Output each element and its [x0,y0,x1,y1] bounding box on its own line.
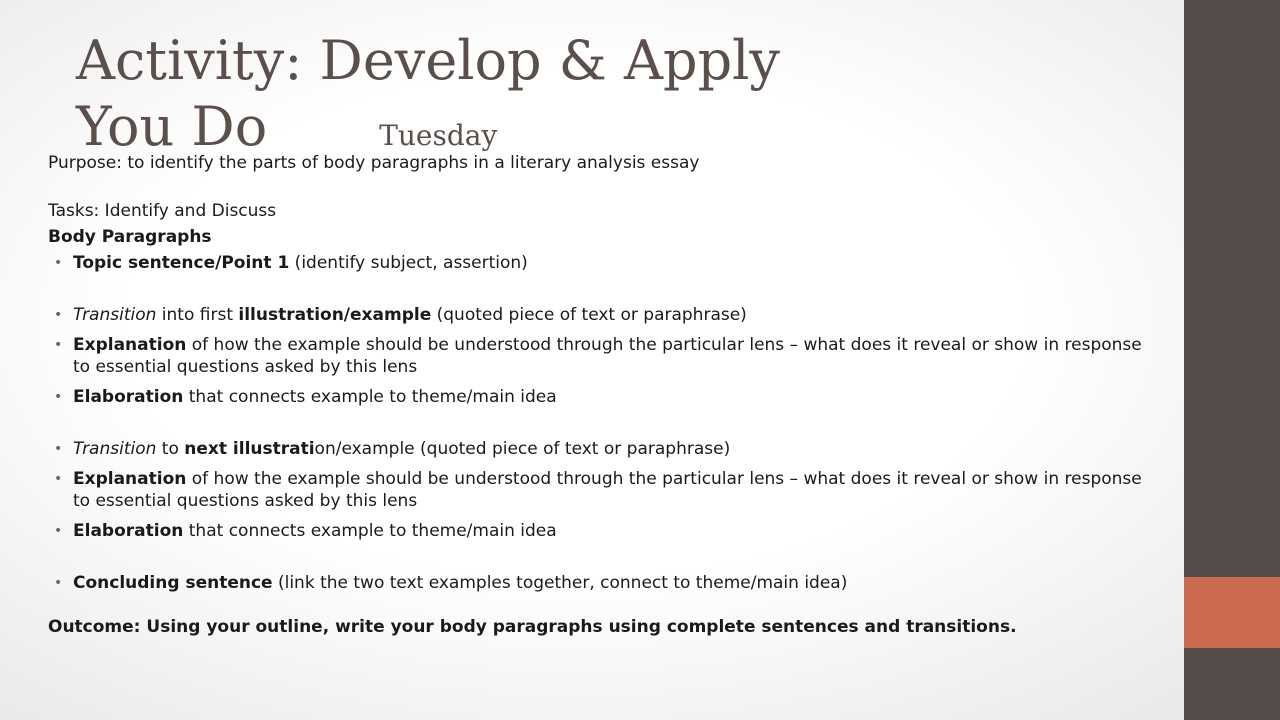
item-text: (link the two text examples together, connect to theme/main idea) [272,573,848,593]
item-text: on/example (quoted piece of text or paraphrase) [314,439,731,459]
item-bold: Topic sentence/Point 1 [73,253,290,273]
item-text: of how the example should be understood through the particular lens – what does it reveal or show in response to essential questions asked by this lens [73,335,1142,377]
section-heading: Body Paragraphs [48,227,212,247]
list-item [48,520,1158,542]
item-bold: illustration/example [238,305,432,325]
tasks-text: Tasks: Identify and Discuss [48,201,277,221]
bullet-icon: • [54,307,63,323]
title-line-2: You Do [76,95,268,158]
bullet-icon: • [54,389,63,405]
item-text: that connects example to theme/main idea [183,521,557,541]
item-bold: Concluding sentence [73,573,273,593]
item-bold: Elaboration [73,521,184,541]
item-bold: Explanation [73,335,187,355]
outcome-text: Outcome: Using your outline, write your body paragraphs using complete sentences and transitions. [48,617,1017,637]
item-bold: next illustrati [184,439,315,459]
list-item [48,386,1158,408]
bullet-icon: • [54,441,63,457]
bullet-icon: • [54,471,63,487]
item-text: (identify subject, assertion) [289,253,528,273]
title-day: Tuesday [379,119,498,152]
item-text: of how the example should be understood through the particular lens – what does it reveal or show in response to essential questions asked by this lens [73,469,1142,511]
slide-body [48,152,1158,638]
item-bold: Elaboration [73,387,184,407]
list-item [48,468,1158,512]
item-italic: Transition [73,439,157,459]
bullet-icon: • [54,255,63,271]
item-bold: Explanation [73,469,187,489]
item-text: (quoted piece of text or paraphrase) [431,305,747,325]
list-item [48,438,1158,460]
bullet-icon: • [54,575,63,591]
item-text: to [156,439,185,459]
title-line-1: Activity: Develop & Apply [76,29,780,92]
slide-title [76,28,976,169]
item-italic: Transition [73,305,157,325]
bullet-icon: • [54,523,63,539]
accent-block-decoration [1184,577,1280,648]
bullet-list [48,252,1158,594]
list-item [48,334,1158,378]
list-item [48,304,1158,326]
item-text: into first [156,305,239,325]
list-item [48,572,1158,594]
item-text: that connects example to theme/main idea [183,387,557,407]
purpose-text: Purpose: to identify the parts of body paragraphs in a literary analysis essay [48,153,700,173]
bullet-icon: • [54,337,63,353]
list-item [48,252,1158,274]
